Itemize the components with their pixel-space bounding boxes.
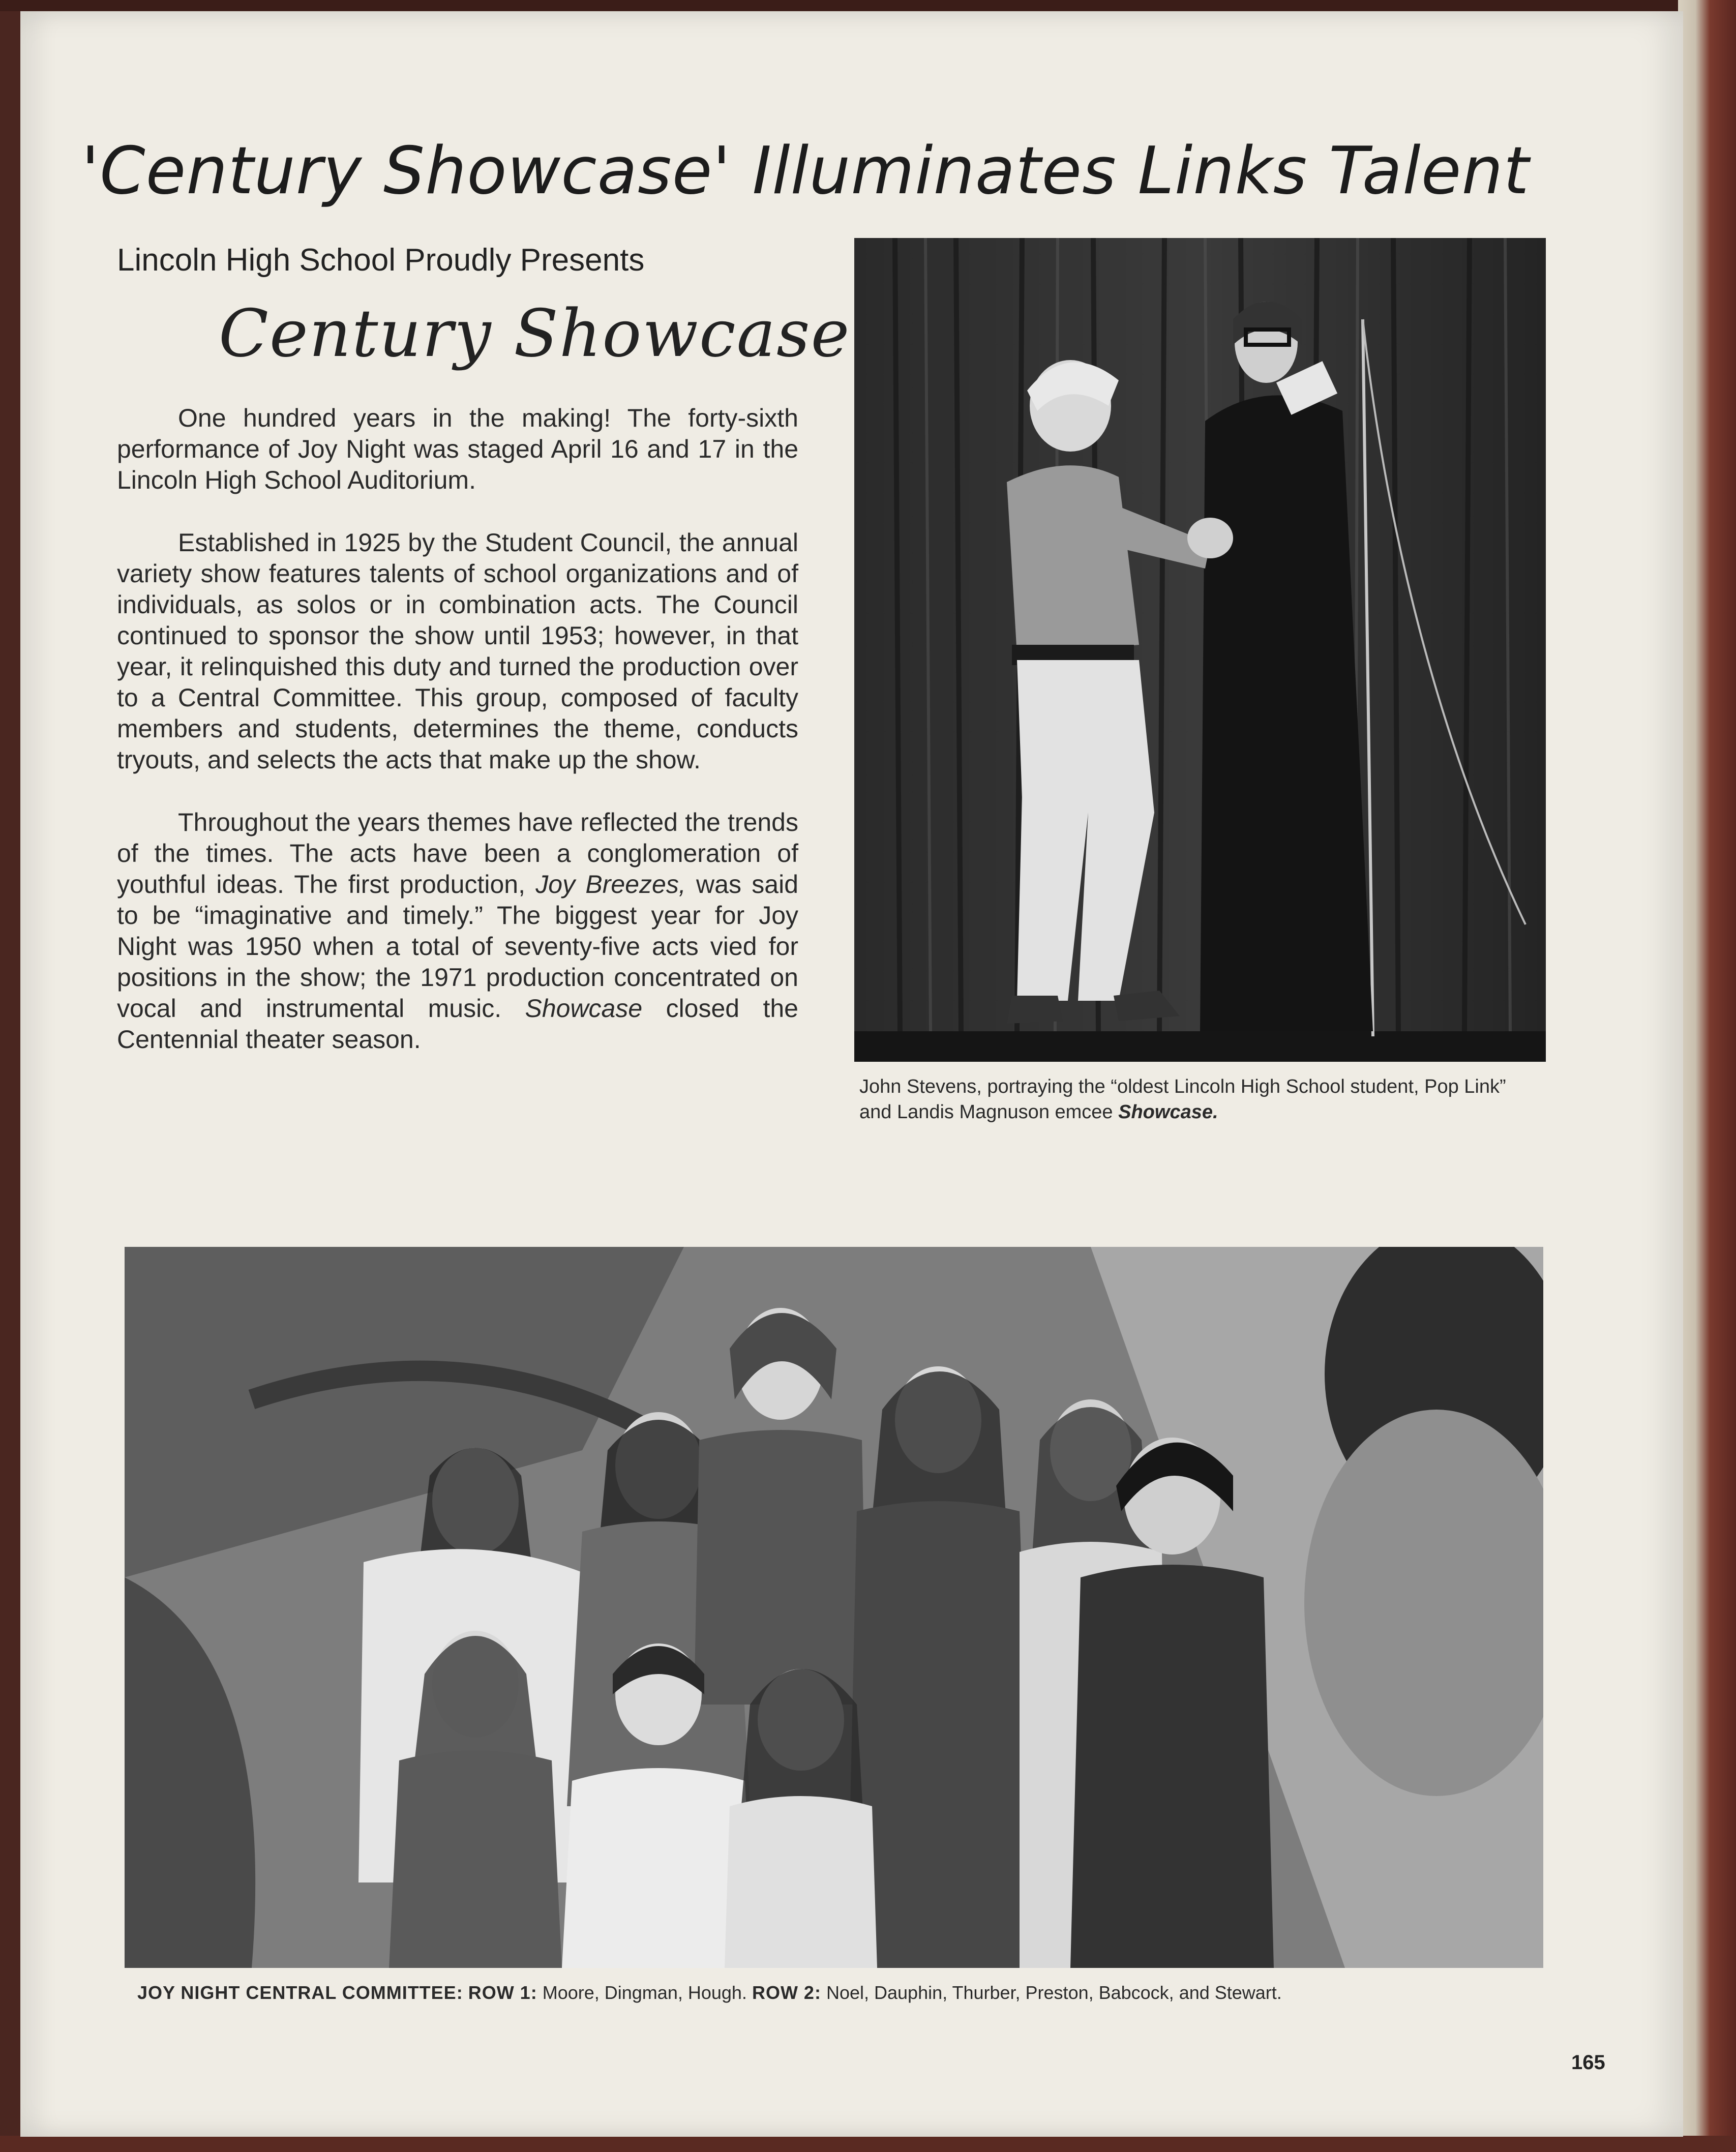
paragraph-3-part-a: Throughout the years themes have reflected the trends of the times. The acts have been a conglomeration of youthful ideas. The first production, [117,808,798,899]
committee-row2-label: ROW 2: [752,1982,821,2003]
stage-photo-image [854,238,1546,1062]
paragraph-3 [117,807,798,1055]
committee-caption-label: JOY NIGHT CENTRAL COMMITTEE: [137,1982,463,2003]
paragraph-3-title-showcase: Showcase [525,994,643,1023]
stage-photo-caption [859,1074,1531,1125]
committee-row1-label: ROW 1: [468,1982,537,2003]
page-number: 165 [1571,2051,1605,2074]
stage-caption-italic: Showcase. [1118,1101,1218,1123]
paragraph-2: Established in 1925 by the Student Council, the annual variety show features talents of school organizations and of individuals, as solos or in combination acts. The Council continued to sponsor the show until 1953; however, in that year, it relinquished this duty and turned the production over to a Central Committee. This group, composed of faculty members and students, determines the theme, conducts tryouts, and selects the acts that make up the show. [117,528,798,774]
yearbook-page [20,11,1683,2137]
committee-photo [125,1247,1543,1968]
paragraph-1: One hundred years in the making! The forty-sixth performance of Joy Night was staged April 16 and 17 in the Lincoln High School Auditorium. [117,404,798,494]
paragraph-3-part-b: was said to be “imaginative and timely.” The biggest year for Joy Night was 1950 when a total of seventy-five acts vied for positions in the show; the 1971 production concentrated on vocal and instrumental music. [117,870,798,1023]
script-title: Century Showcase [219,296,851,372]
book-edge-right [1678,0,1736,2152]
committee-row2-names: Noel, Dauphin, Thurber, Preston, Babcock, and Stewart. [826,1982,1282,2003]
article-body [117,403,798,1087]
paragraph-3-part-c: closed the Centennial theater season. [117,994,798,1054]
paragraph-3-title-joy-breezes: Joy Breezes, [535,870,686,899]
book-edge-bottom [0,2136,1736,2152]
committee-row1-names: Moore, Dingman, Hough. [542,1982,747,2003]
stage-photo [854,238,1546,1062]
page-title: 'Century Showcase' Illuminates Links Talent [81,133,1530,209]
book-edge-top [0,0,1736,11]
presents-heading: Lincoln High School Proudly Presents [117,243,645,278]
committee-photo-caption [137,1981,1541,2005]
stage-caption-text: John Stevens, portraying the “oldest Lincoln High School student, Pop Link” and Landis Magnuson emcee [859,1076,1506,1123]
committee-photo-image [125,1247,1543,1968]
